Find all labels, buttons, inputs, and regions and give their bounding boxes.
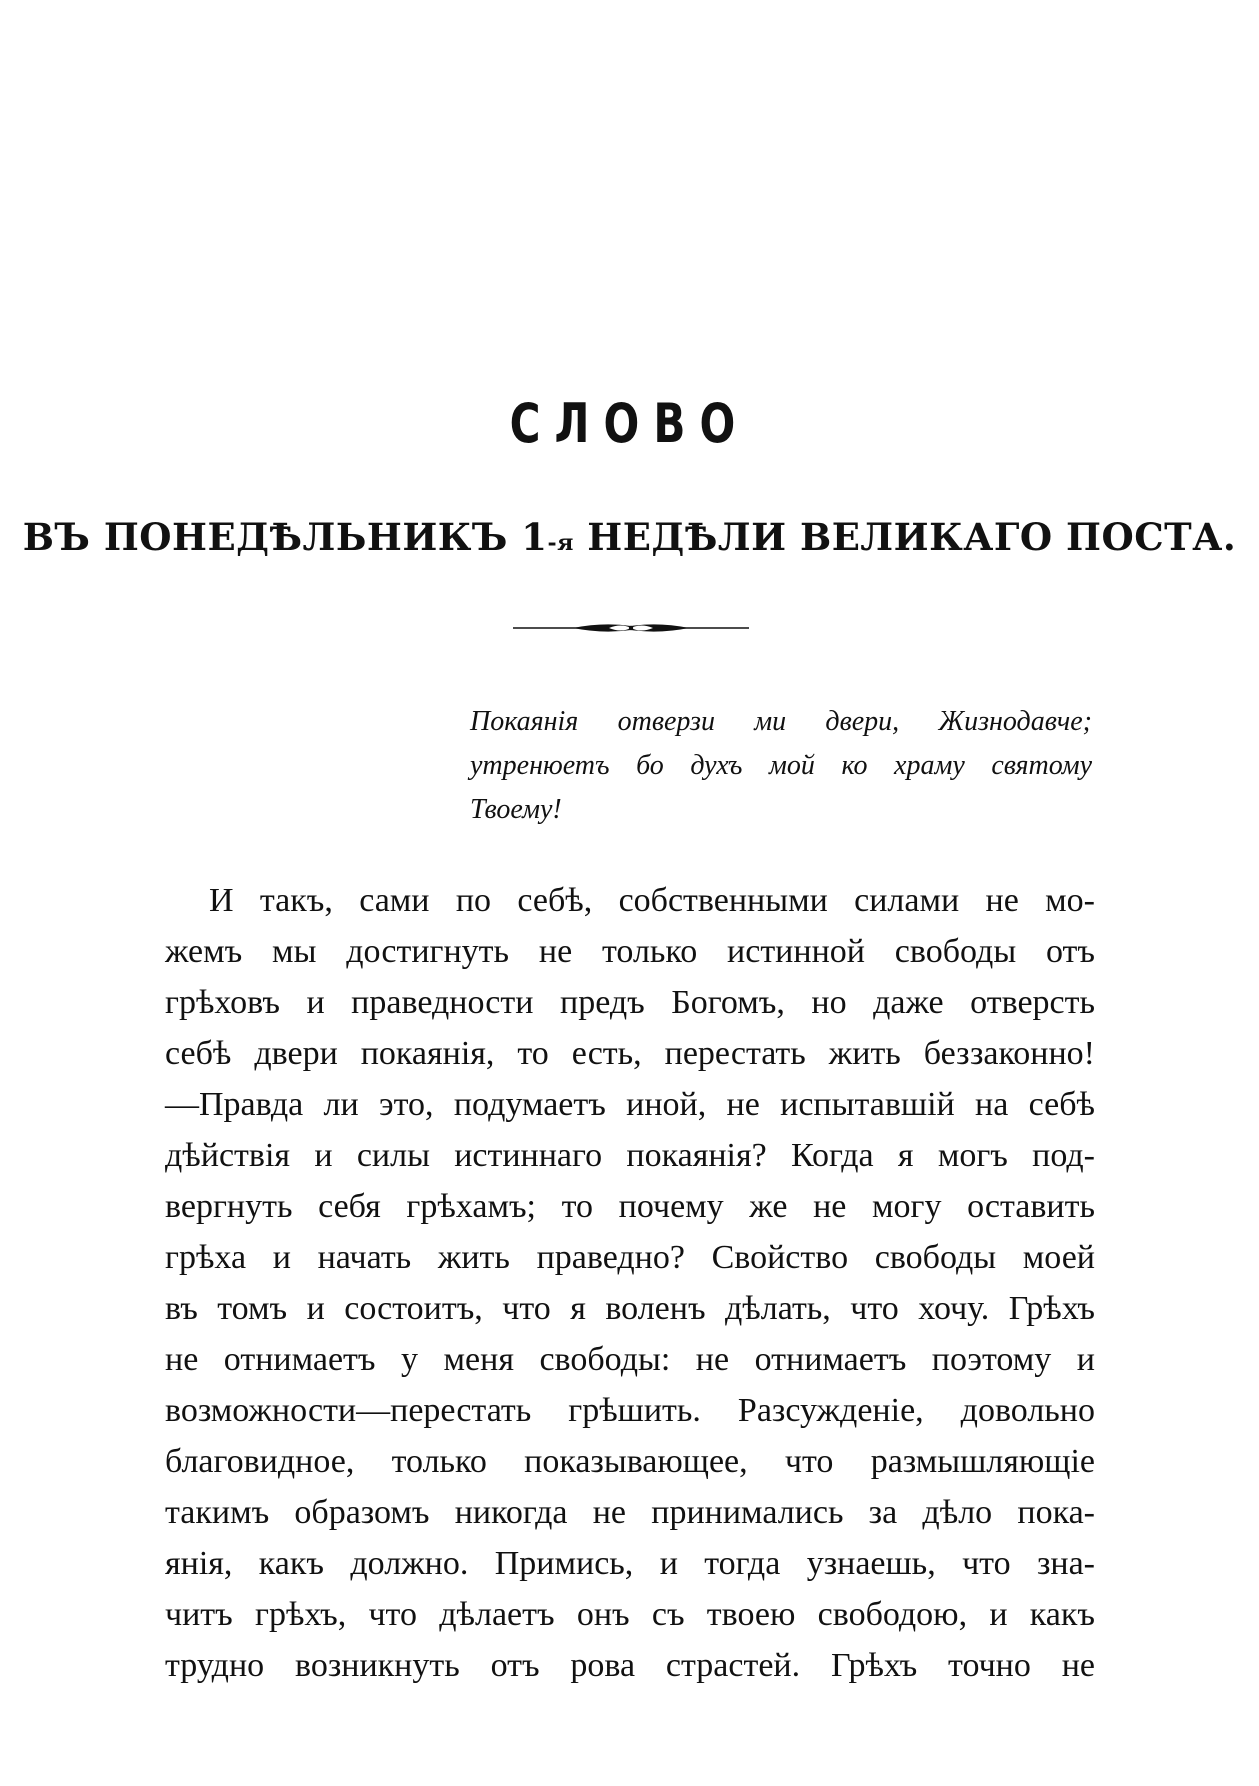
body-line: жемъ мы достигнуть не только истинной свободы отъ	[165, 933, 1095, 970]
ornament-divider-icon	[513, 620, 749, 636]
body-line: янія, какъ должно. Примись, и тогда узнаешь, что зна-	[165, 1545, 1095, 1582]
subtitle-part-3: НЕДѢЛИ ВЕЛИКАГО ПОСТА.	[573, 515, 1237, 559]
body-line: не отнимаетъ у меня свободы: не отнимаетъ поэтому и	[165, 1341, 1095, 1378]
body-line: И такъ, сами по себѣ, собственными силами не мо-	[209, 882, 1095, 919]
body-line: дѣйствія и силы истиннаго покаянія? Когда я могъ под-	[165, 1137, 1095, 1174]
body-paragraph	[165, 875, 1095, 1691]
body-line: возможности—перестать грѣшить. Разсужденіе, довольно	[165, 1392, 1095, 1429]
epigraph-line: утренюетъ бо духъ мой ко храму святому	[470, 750, 1092, 781]
body-line: въ томъ и состоитъ, что я воленъ дѣлать, что хочу. Грѣхъ	[165, 1290, 1095, 1327]
body-line: себѣ двери покаянія, то есть, перестать жить беззаконно!	[165, 1035, 1095, 1072]
body-line: трудно возникнуть отъ рова страстей. Грѣхъ точно не	[165, 1647, 1095, 1684]
sermon-subtitle	[0, 515, 1259, 559]
subtitle-part-2: -я	[547, 530, 574, 556]
sermon-title: СЛОВО	[509, 392, 750, 455]
body-line: грѣха и начать жить праведно? Свойство свободы моей	[165, 1239, 1095, 1276]
body-line: —Правда ли это, подумаетъ иной, не испытавшій на себѣ	[165, 1086, 1095, 1123]
epigraph-line: Покаянія отверзи ми двери, Жизнодавче;	[470, 706, 1092, 737]
subtitle-part-1: ВЪ ПОНЕДѢЛЬНИКЪ 1	[22, 515, 548, 559]
body-line: такимъ образомъ никогда не принимались за дѣло пока-	[165, 1494, 1095, 1531]
epigraph	[470, 700, 1092, 832]
body-line: читъ грѣхъ, что дѣлаетъ онъ съ твоею свободою, и какъ	[165, 1596, 1095, 1633]
body-line: грѣховъ и праведности предъ Богомъ, но даже отверсть	[165, 984, 1095, 1021]
body-line: вергнуть себя грѣхамъ; то почему же не могу оставить	[165, 1188, 1095, 1225]
body-line: благовидное, только показывающее, что размышляющіе	[165, 1443, 1095, 1480]
epigraph-line: Твоему!	[470, 794, 562, 825]
